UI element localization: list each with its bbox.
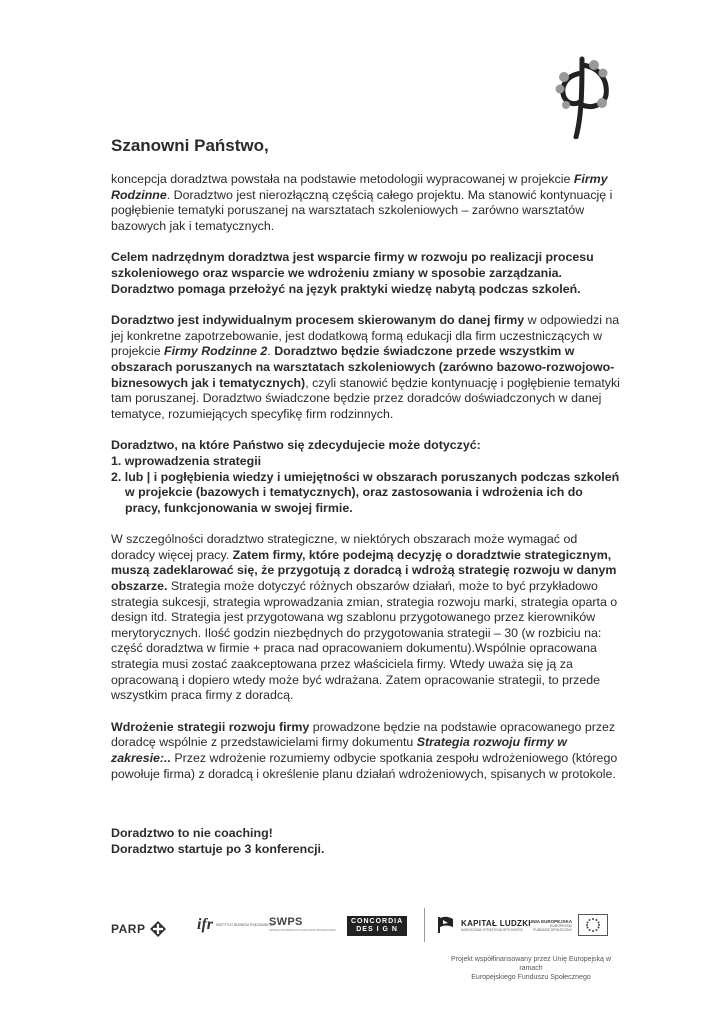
swps-logo: SWPS SZKOŁA WYŻSZA PSYCHOLOGII SPOŁECZNEJ (269, 916, 336, 932)
paragraph-intro: koncepcja doradztwa powstała na podstawie metodologii wypracowanej w projekcie Firmy Rodzinne. Doradztwo jest nierozłączną częścią całego projektu. Ma stanowić kontynuację i pogłębienie tematyki poruszanej na warsztatach szkoleniowych – zarówno warsztatów bazowych jak i tematycznych. (111, 172, 613, 233)
paragraph-goal: Celem nadrzędnym doradztwa jest wsparcie firmy w rozwoju po realizacji procesu szkoleniowego oraz wsparcie we wdrożeniu zmiany w sposobie zarządzania. Doradztwo pomaga przełożyć na język praktyki wiedzę nabytą podczas szkoleń. (111, 250, 594, 296)
parp-logo: PARP (111, 920, 167, 938)
parp-plus-icon (149, 920, 167, 938)
concordia-design-logo: CONCORDIA DES I G N (347, 916, 407, 936)
scope-intro: Doradztwo, na które Państwo się zdecydujecie może dotyczyć: (111, 438, 481, 453)
kapital-ludzki-logo: KAPITAŁ LUDZKI NARODOWA STRATEGIA SPÓJNOŚCI (424, 908, 531, 942)
page-title: Szanowni Państwo, (111, 136, 269, 155)
paragraph-implementation: Wdrożenie strategii rozwoju firmy prowadzone będzie na podstawie opracowanego przez doradcę wspólnie z przedstawicielami firmy dokumentu Strategia rozwoju firmy w zakresie:.. Przez wdrożenie rozumiemy odbycie spotkania zespołu wdrożeniowego (którego powołuje firma) z doradcą i określenie planu działań wdrożeniowych, spisanych w protokole. (111, 719, 618, 781)
eu-logo: UNIA EUROPEJSKA EUROPEJSKI FUNDUSZ SPOŁECZNY (529, 914, 608, 936)
sponsor-logos (111, 908, 621, 948)
ifr-logo: ifr INSTYTUT BIZNESU RODZINNEGO (197, 916, 274, 933)
project-name: Firmy Rodzinne 2 (164, 344, 268, 359)
document-title: Strategia rozwoju firmy w zakresie:.. (111, 735, 567, 765)
cofinancing-note: Projekt współfinansowany przez Unię Europejską w ramach Europejskiego Funduszu Społecznego (451, 956, 611, 981)
list-item: 1. wprowadzenia strategii (111, 453, 262, 468)
paragraph-individual: Doradztwo jest indywidualnym procesem skierowanym do danej firmy w odpowiedzi na jej konkretne zapotrzebowanie, jest dodatkową formą edukacji dla firm uczestniczących w projekcie Firmy Rodzinne 2. Doradztwo będzie świadczone przede wszystkim w obszarach poruszanych na warsztatach szkoleniowych (zarówno bazowo-rozwojowo-biznesowych jak i tematycznych), czyli stanowić będzie kontynuację i pogłębienie tematyki tam poruszanej. Doradztwo świadczone będzie przez doradców doświadczonych w danej tematyce, rozumiejących specyfikę firm rodzinnych. (111, 313, 620, 421)
letter-body (111, 172, 621, 873)
paragraph-scope (111, 438, 621, 516)
closing-note: Doradztwo to nie coaching! Doradztwo startuje po 3 konferencji. (111, 826, 325, 856)
list-item: 2. lub | i pogłębienia wiedzy i umiejętności w obszarach poruszanych podczas szkoleń w projekcie (bazowych i tematycznych), oraz zastosowania i wdrożenia ich do pracy, funkcjonowania w swojej firmie. (111, 469, 620, 515)
eu-flag-icon (578, 914, 608, 936)
divider (424, 908, 425, 942)
kapital-ludzki-flag-icon (437, 915, 455, 935)
project-name: Firmy Rodzinne (111, 172, 608, 202)
firmy-rodzinne-logo-icon (552, 55, 612, 139)
paragraph-strategy: W szczególności doradztwo strategiczne, w niektórych obszarach może wymagać od doradcy więcej pracy. Zatem firmy, które podejmą decyzję o doradztwie strategicznym, muszą zadeklarować się, że przygotują z doradcą i wdrożą strategię rozwoju w danym obszarze. Strategia może dotyczyć różnych obszarów działań, może to być przykładowo strategia sukcesji, strategia wprowadzania zmian, strategia rozwoju marki, strategia oparta o design itd. Strategia jest przygotowana wg szablonu przygotowanego przez kierowników merytorycznych. Ilość godzin niezbędnych do przygotowania strategii – 30 (w rozbiciu na: część doradztwa w firmie + praca nad opracowaniem dokumentu).Wspólnie opracowana strategia musi zostać zaakceptowana przez właściciela firmy. Wtedy uważa się ją za opracowaną i dopiero wtedy może być wdrażana. Zatem opracowanie strategii, to przede wszystkim praca firmy z doradcą. (111, 532, 618, 703)
scope-list (111, 454, 621, 516)
